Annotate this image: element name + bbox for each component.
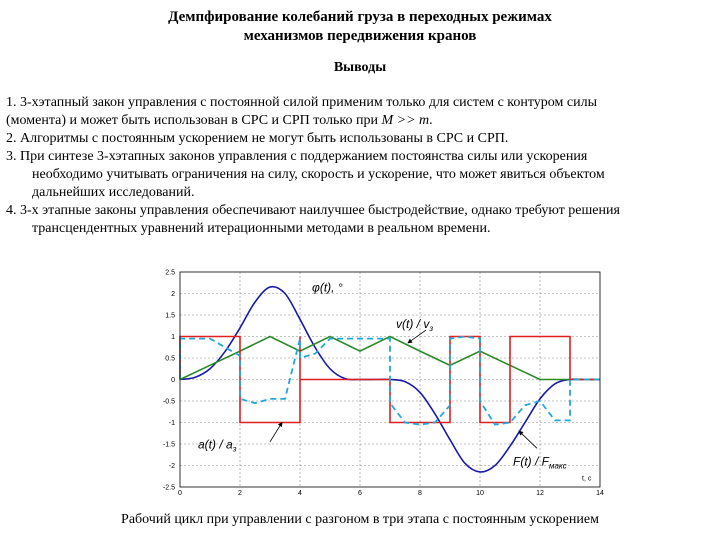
conclusion-4-line-2: трансцендентных уравнений итерационными методами в реальном времени. xyxy=(32,221,491,236)
accel-annotation-sub: з xyxy=(232,444,237,454)
conclusion-2-line-1: 2. Алгоритмы с постоянным ускорением не могут быть использованы в СРС и СРП. xyxy=(6,131,509,146)
chart-figure xyxy=(145,262,615,507)
y-tick-label: 2 xyxy=(171,291,175,298)
x-tick-label: 14 xyxy=(596,490,604,497)
chart-svg xyxy=(145,262,615,507)
accel-annotation-text: a(t) / a xyxy=(198,437,233,452)
accel-arrow xyxy=(270,423,282,442)
conclusion-1-formula: M >> m xyxy=(381,113,430,128)
y-tick-label: 2.5 xyxy=(165,269,175,277)
accel-annotation xyxy=(198,437,237,453)
y-tick-label: -2.5 xyxy=(162,484,175,492)
conclusion-item-1 xyxy=(6,94,712,130)
x-tick-label: 8 xyxy=(418,490,422,497)
phi-annotation-text: φ(t), ° xyxy=(312,280,343,295)
conclusion-item-4 xyxy=(6,202,712,238)
x-tick-label: 4 xyxy=(298,490,302,497)
force-arrow xyxy=(519,431,537,448)
conclusions-list xyxy=(6,94,712,238)
conclusion-item-2 xyxy=(6,130,712,148)
velocity-arrow xyxy=(408,330,426,343)
force-annotation xyxy=(513,455,567,471)
conclusion-item-3 xyxy=(6,148,712,202)
y-tick-label: 1.5 xyxy=(165,312,175,320)
title-line-2: механизмов передвижения кранов xyxy=(243,28,477,44)
velocity-annotation-sub: з xyxy=(429,323,434,333)
conclusion-3-line-3: дальнейших исследований. xyxy=(32,185,195,200)
x-tick-label: 6 xyxy=(358,490,362,497)
y-tick-label: 1 xyxy=(171,334,175,341)
conclusion-1-line-1: 1. 3-хэтапный закон управления с постоянной силой применим только для систем с контуром силы xyxy=(6,95,598,110)
y-tick-label: -0.5 xyxy=(162,398,175,406)
y-tick-label: -2 xyxy=(168,463,175,470)
y-tick-label: 0 xyxy=(171,377,175,384)
conclusion-3-line-2: необходимо учитывать ограничения на силу, скорость и ускорение, что может явиться объектом xyxy=(32,167,605,182)
x-tick-label: 0 xyxy=(178,490,182,497)
conclusion-4-line-1: 4. 3-х этапные законы управления обеспечивают наилучшее быстродействие, однако требуют решения xyxy=(6,203,620,218)
force-annotation-sub: макс xyxy=(549,461,567,471)
figure-caption: Рабочий цикл при управлении с разгоном в три этапа с постоянным ускорением xyxy=(121,512,599,527)
x-tick-label: 12 xyxy=(536,490,544,497)
velocity-annotation-text: v(t) / v xyxy=(396,316,430,331)
x-tick-label: 10 xyxy=(476,490,484,497)
conclusion-3-line-1: 3. При синтезе 3-хэтапных законов управления с поддержанием постоянства силы или ускорения xyxy=(6,149,588,164)
velocity-annotation xyxy=(396,317,433,333)
y-tick-label: 0.5 xyxy=(165,355,175,363)
conclusion-1-text: (момента) и может быть использован в СРС и СРП только при xyxy=(6,113,382,128)
x-axis-label: t, c xyxy=(582,475,592,483)
force-annotation-text: F(t) / F xyxy=(513,454,549,469)
y-tick-label: -1 xyxy=(168,420,175,427)
title-line-1: Демпфирование колебаний груза в переходных режимах xyxy=(168,9,552,25)
conclusion-1-line-2 xyxy=(6,112,712,130)
conclusion-1-period: . xyxy=(429,113,433,128)
phi-annotation xyxy=(312,280,343,294)
y-tick-label: -1.5 xyxy=(162,441,175,449)
x-tick-label: 2 xyxy=(238,490,242,497)
section-heading: Выводы xyxy=(333,60,387,75)
chart-annotations xyxy=(198,280,592,482)
slide-title xyxy=(100,8,620,46)
